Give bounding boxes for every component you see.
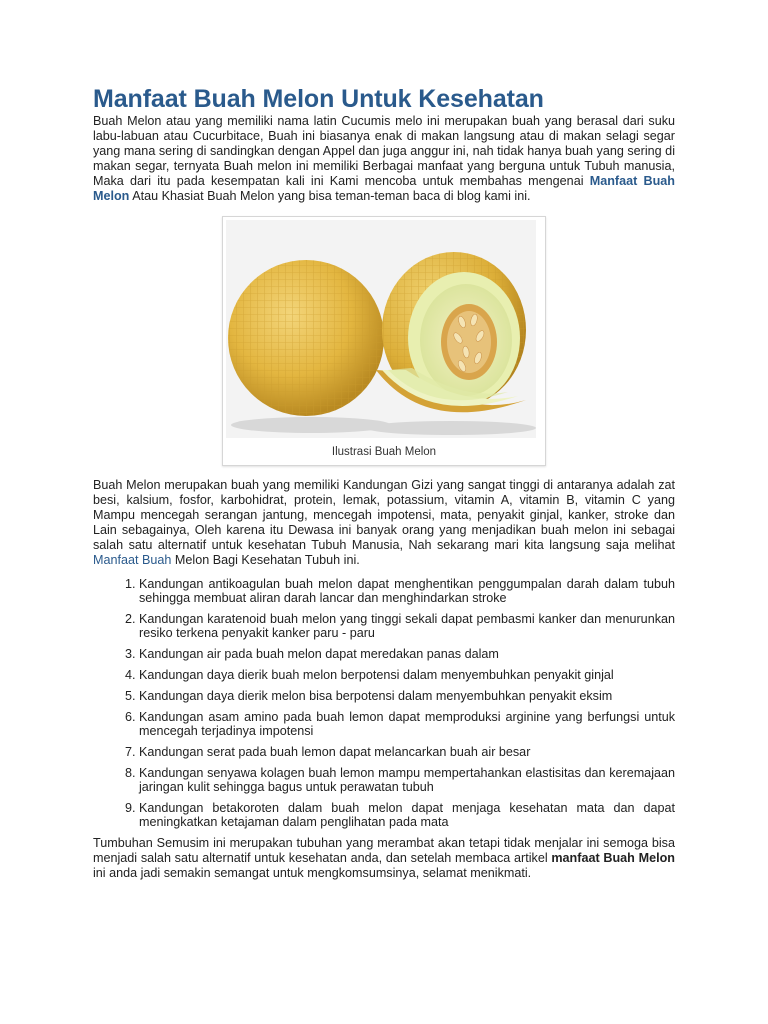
melon-figure [222, 216, 546, 466]
list-item: 4. Kandungan daya dierik buah melon berpotensi dalam menyembuhkan penyakit ginjal [139, 668, 675, 682]
closing-text: Tumbuhan Semusim ini merupakan tubuhan yang merambat akan tetapi tidak menjalar ini semoga bisa menjadi salah satu alternatif untuk kesehatan anda, dan setelah membaca artikel [93, 836, 675, 865]
list-item: 8. Kandungan senyawa kolagen buah lemon mampu mempertahankan elastisitas dan keremajaan jaringan kulit sehingga bagus untuk perawatan tubuh [139, 766, 675, 794]
list-item: 2. Kandungan karatenoid buah melon yang tinggi sekali dapat pembasmi kanker dan menurunkan resiko terkena penyakit kanker paru - paru [139, 612, 675, 640]
intro-link[interactable]: Manfaat Buah Melon [93, 174, 676, 203]
benefits-list [93, 577, 675, 829]
body-text-end: Melon Bagi Kesehatan Tubuh ini. [171, 553, 360, 567]
list-item: 1. Kandungan antikoagulan buah melon dapat menghentikan penggumpalan darah dalam tubuh sehingga membuat aliran darah lancar dan menghindarkan stroke [139, 577, 675, 605]
list-item: 9. Kandungan betakoroten dalam buah melon dapat menjaga kesehatan mata dan dapat meningkatkan ketajaman dalam penglihatan pada mata [139, 801, 675, 829]
list-item: 6. Kandungan asam amino pada buah lemon dapat memproduksi arginine yang berfungsi untuk mencegah terjadinya impotensi [139, 710, 675, 738]
body-text: Buah Melon merupakan buah yang memiliki Kandungan Gizi yang sangat tinggi di antaranya adalah zat besi, kalsium, fosfor, karbohidrat, protein, lemak, potassium, vitamin A, vitamin B, vitamin C yang Mampu mencegah serangan jantung, mencegah impotensi, mata, penyakit ginjal, kanker, stroke dan Lain sebagainya, Oleh karena itu Dewasa ini banyak orang yang menjadikan buah melon ini sebagai salah satu alternatif untuk kesehatan Tubuh Manusia, Nah sekarang mari kita langsung saja melihat [93, 478, 675, 552]
intro-text: Buah Melon atau yang memiliki nama latin Cucumis melo ini merupakan buah yang berasal dari suku labu-labuan atau Cucurbitace, Buah ini biasanya enak di makan langsung atau di makan selagi segar yang mana sering di sandingkan dengan Appel dan juga anggur ini, nah tidak hanya buah yang sering di makan segar, ternyata Buah melon ini memiliki Berbagai manfaat yang berguna untuk Tubuh manusia, Maka dari itu pada kesempatan kali ini Kami mencoba untuk membahas mengenai [93, 114, 675, 188]
intro-text-end: Atau Khasiat Buah Melon yang bisa teman-teman baca di blog kami ini. [129, 189, 531, 203]
closing-bold: manfaat Buah Melon [551, 851, 675, 865]
page-title: Manfaat Buah Melon Untuk Kesehatan [93, 85, 544, 113]
list-item: 7. Kandungan serat pada buah lemon dapat melancarkan buah air besar [139, 745, 675, 759]
article [93, 84, 675, 881]
figure-caption: Ilustrasi Buah Melon [331, 446, 437, 458]
intro-paragraph [93, 114, 675, 204]
melon-illustration [226, 220, 536, 438]
body-link[interactable]: Manfaat Buah [93, 553, 172, 567]
melon-photo [226, 220, 536, 438]
closing-text-end: ini anda jadi semakin semangat untuk mengkomsumsinya, selamat menikmati. [93, 866, 532, 880]
list-item: 5. Kandungan daya dierik melon bisa berpotensi dalam menyembuhkan penyakit eksim [139, 689, 675, 703]
list-item: 3. Kandungan air pada buah melon dapat meredakan panas dalam [139, 647, 675, 661]
closing-paragraph [93, 836, 675, 881]
body-paragraph [93, 478, 675, 568]
